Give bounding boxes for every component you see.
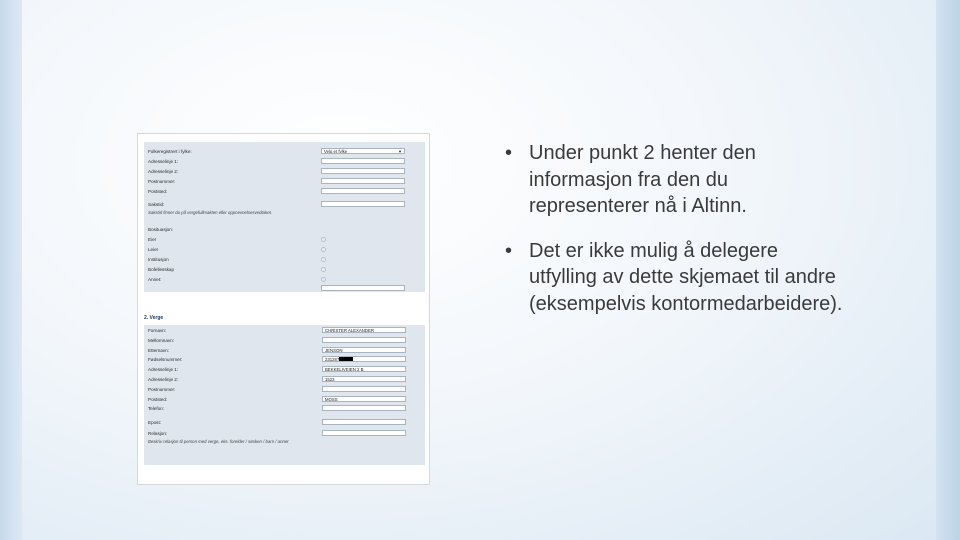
guardian-address1-field[interactable]: BEKKELIVEIEN 2 B (322, 366, 406, 372)
middlename-field[interactable] (322, 337, 406, 343)
field-label: Adresselinje 1: (148, 159, 179, 164)
case-date-hint: Sakstid finner du på vergefullmakten eller oppnevnelsesvedtaket. (148, 210, 272, 215)
radio-owner[interactable] (321, 237, 326, 242)
bullet-text: Det er ikke mulig å delegere utfylling av dette skjemaet til andre (eksempelvis kontormedarbeidere). (529, 239, 843, 315)
guardian-address2-field[interactable]: 1523 (322, 376, 406, 382)
lastname-field[interactable]: JENSON (322, 347, 406, 353)
field-label: Adresselinje 1: (148, 367, 179, 372)
bullet-dot: • (505, 239, 513, 262)
bullet-item (505, 238, 845, 318)
county-select-value: Velg et fylke (324, 149, 348, 154)
field-label: Adresselinje 2: (148, 377, 179, 382)
section-heading-guardian: 2. Verge (144, 315, 164, 321)
form-section-residence (144, 142, 425, 292)
relation-hint: Beskriv relasjon til person med verge, eks. forelder / søsken / barn / annet (148, 439, 289, 444)
address2-field[interactable] (321, 168, 405, 174)
slide-edge (936, 0, 960, 540)
ssn-field[interactable] (322, 356, 406, 362)
radio-institution[interactable] (321, 257, 326, 262)
field-label: Mellomnavn: (148, 338, 175, 343)
form-section-guardian (144, 325, 425, 465)
phone-field[interactable] (322, 405, 406, 411)
county-select[interactable] (321, 148, 405, 154)
field-label: Etternavn: (148, 348, 169, 353)
radio-label: Bofellesskap (148, 267, 175, 272)
field-label: Fødselsnummer: (148, 357, 183, 362)
field-label: Fornavn: (148, 328, 167, 333)
field-label: Sakstid: (148, 202, 165, 207)
bullet-item (505, 140, 845, 220)
ssn-value: 231287 (325, 357, 340, 362)
field-label: Postnummer: (148, 387, 176, 392)
field-label: Postnummer: (148, 179, 176, 184)
relation-field[interactable] (322, 430, 406, 436)
email-field[interactable] (322, 419, 406, 425)
postcode-field[interactable] (321, 178, 405, 184)
radio-tenant[interactable] (321, 247, 326, 252)
field-label: Folkeregistrert i fylke: (148, 149, 192, 154)
field-label: Poststed: (148, 189, 168, 194)
radio-shared-living[interactable] (321, 267, 326, 272)
housing-label: Bosituasjon: (148, 227, 174, 232)
radio-label: Annet: (148, 277, 162, 282)
field-label: Poststed: (148, 397, 168, 402)
bullet-list (505, 140, 845, 335)
postplace-field[interactable] (321, 188, 405, 194)
bullet-dot: • (505, 142, 513, 164)
field-label: Relasjon: (148, 431, 168, 436)
redaction-block (339, 357, 353, 362)
case-date-field[interactable] (321, 201, 405, 207)
radio-label: Leier (148, 247, 159, 252)
address1-field[interactable] (321, 158, 405, 164)
bullet-text: Under punkt 2 henter den informasjon fra den du representerer nå i Altinn. (529, 142, 756, 217)
guardian-postplace-field[interactable]: MOSS (322, 396, 406, 402)
field-label: Telefon: (148, 406, 165, 411)
firstname-field[interactable]: CHRISTER ALEXANDER (322, 327, 406, 333)
form-screenshot (137, 133, 430, 485)
field-label: Adresselinje 2: (148, 169, 179, 174)
radio-other[interactable] (321, 277, 326, 282)
other-housing-field[interactable] (321, 285, 405, 291)
chevron-down-icon: ▾ (398, 149, 401, 154)
radio-label: Eier (148, 237, 157, 242)
field-label: Epost: (148, 420, 162, 425)
guardian-postcode-field[interactable] (322, 386, 406, 392)
radio-label: Institusjon (148, 257, 169, 262)
